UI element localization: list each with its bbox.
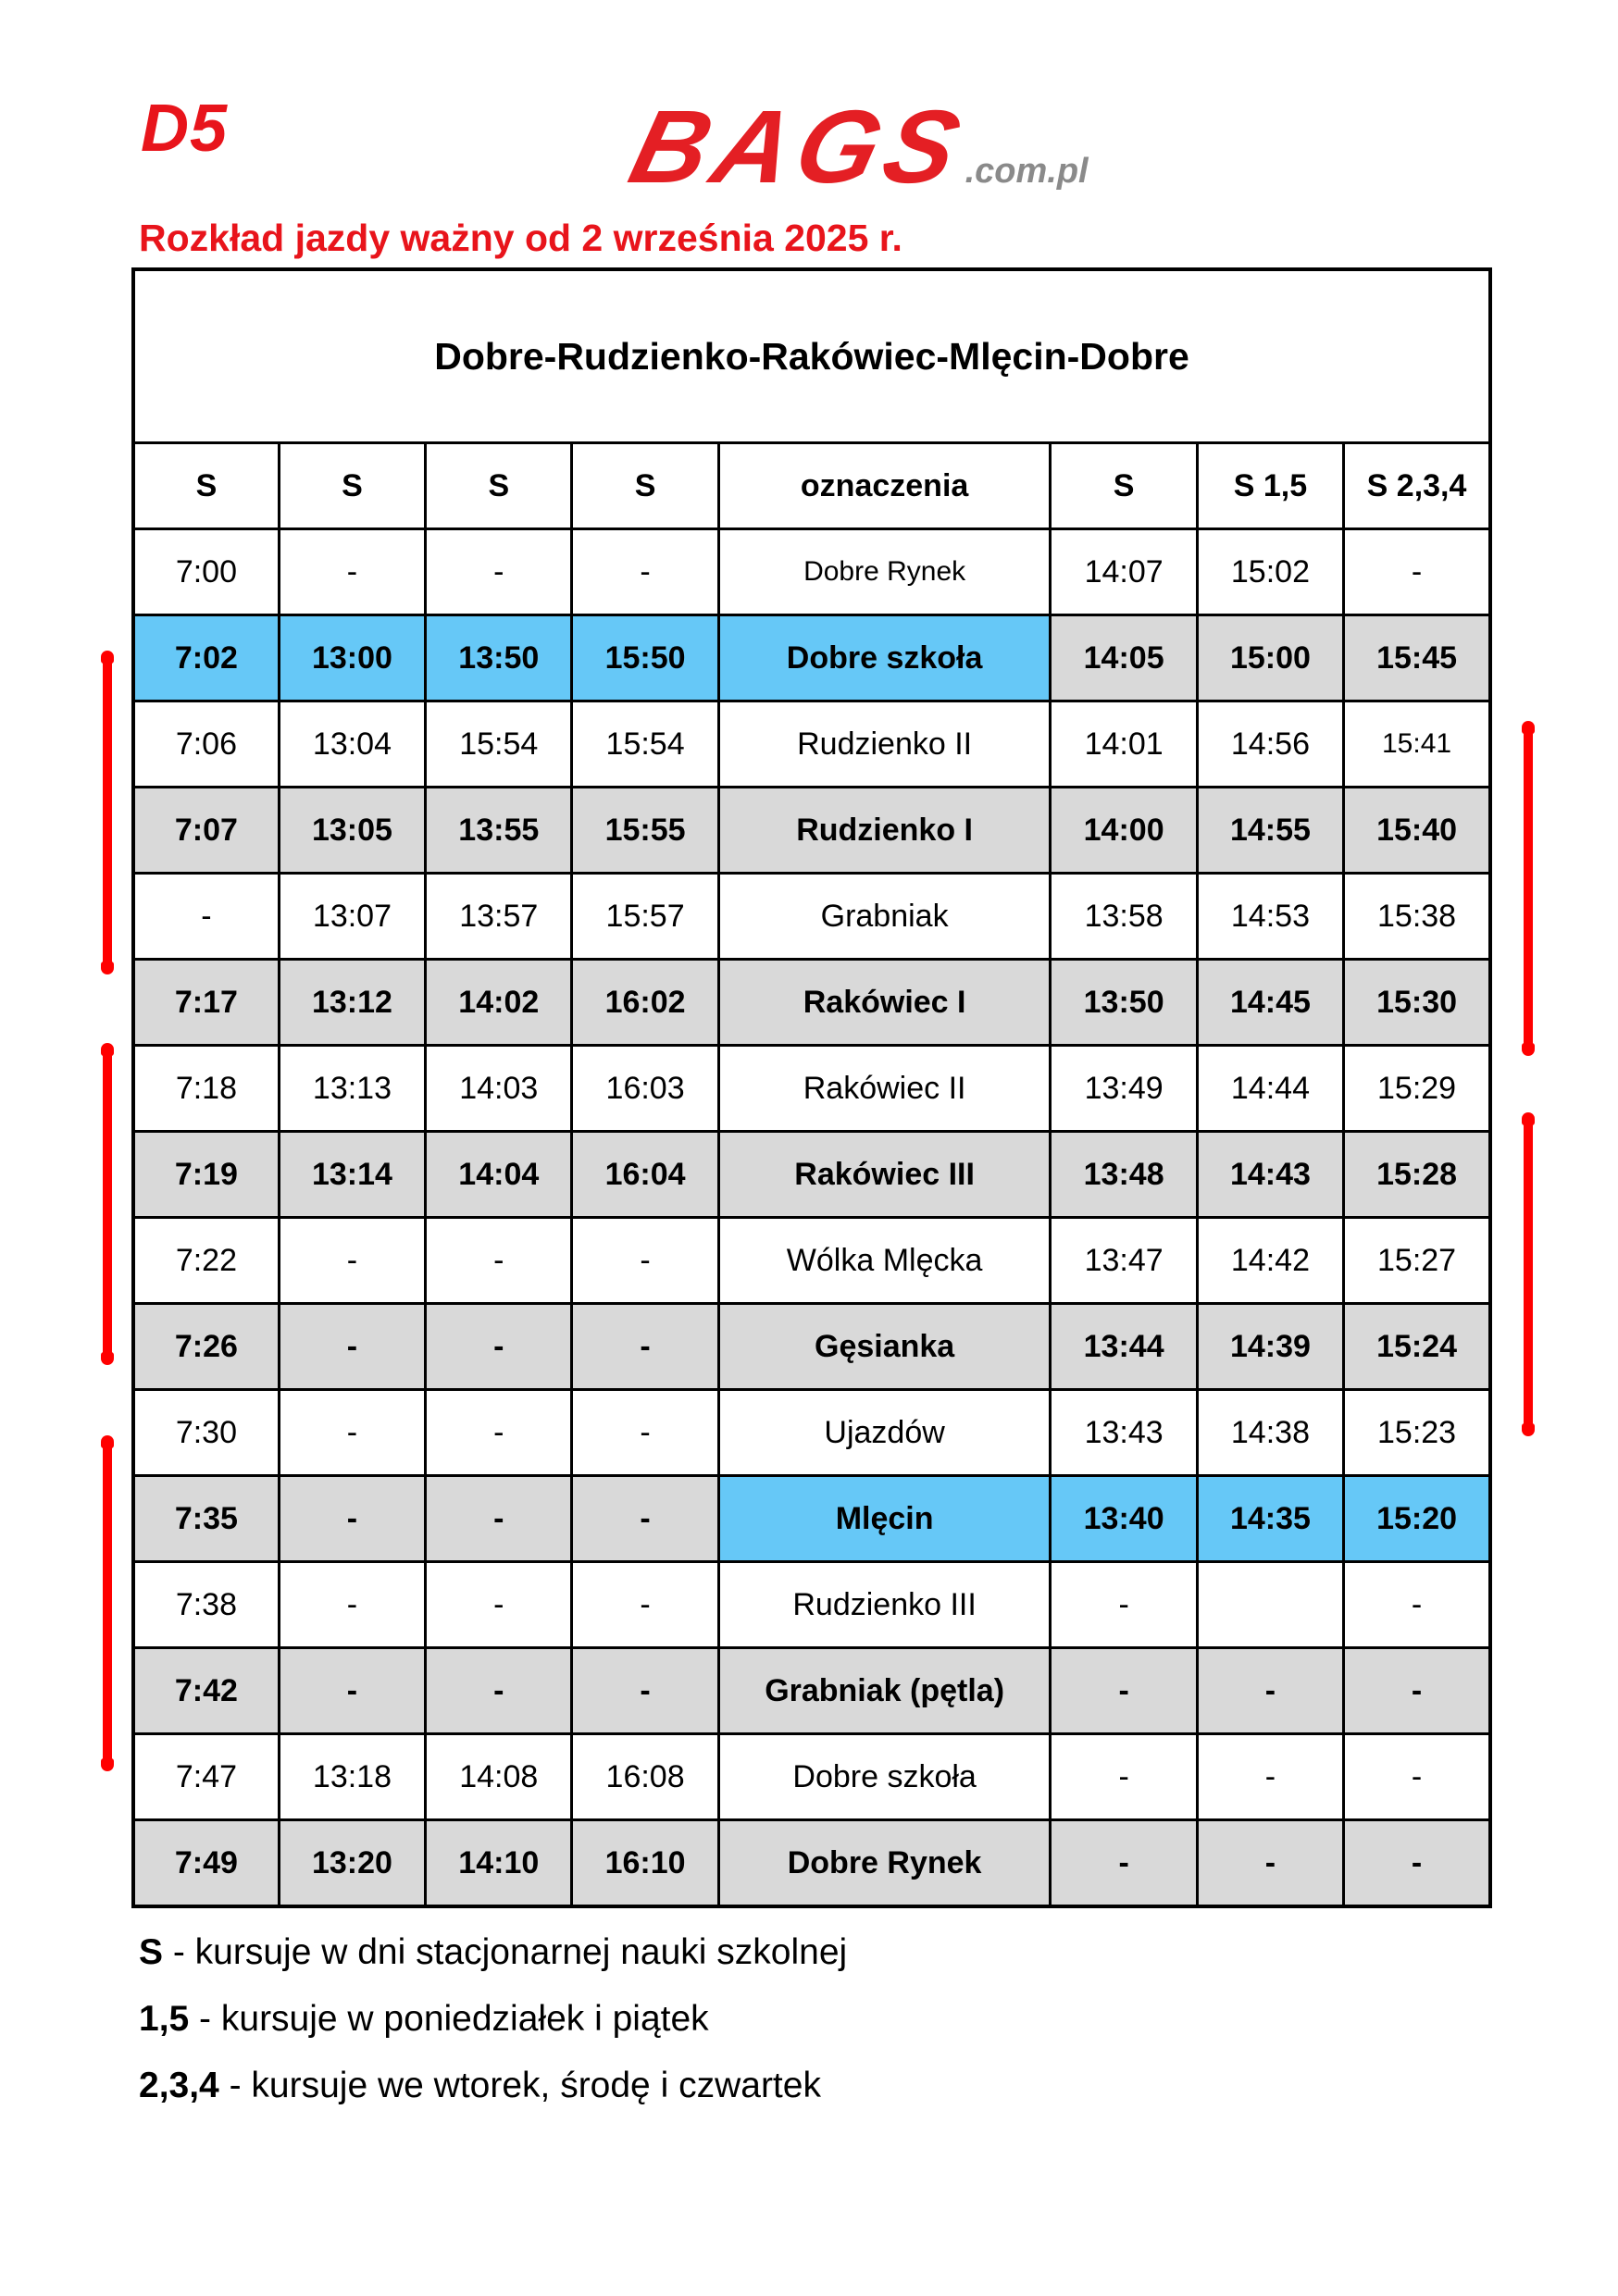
departure-time-cell: -	[279, 1476, 425, 1562]
table-row	[133, 1648, 1490, 1734]
departure-time-cell: 16:04	[572, 1132, 718, 1218]
departure-time-cell: -	[426, 1304, 572, 1390]
departure-time-cell: 14:38	[1197, 1390, 1343, 1476]
departure-time-cell: 13:58	[1051, 874, 1197, 960]
departure-time-cell: -	[1051, 1648, 1197, 1734]
departure-time-cell: 7:00	[133, 529, 279, 615]
departure-time-cell: -	[572, 1218, 718, 1304]
timetable	[131, 267, 1492, 1908]
table-row	[133, 788, 1490, 874]
stop-name-cell: Dobre szkoła	[718, 1734, 1051, 1820]
departure-time-cell: 16:10	[572, 1820, 718, 1907]
departure-time-cell: -	[1051, 1562, 1197, 1648]
column-header: S 1,5	[1197, 443, 1343, 529]
departure-time-cell: 14:05	[1051, 615, 1197, 701]
table-row	[133, 701, 1490, 788]
departure-time-cell: 7:17	[133, 960, 279, 1046]
departure-time-cell: 7:26	[133, 1304, 279, 1390]
stop-name-cell: Gęsianka	[718, 1304, 1051, 1390]
departure-time-cell: 13:43	[1051, 1390, 1197, 1476]
departure-time-cell: -	[1197, 1648, 1343, 1734]
departure-time-cell: 15:23	[1344, 1390, 1490, 1476]
table-row	[133, 615, 1490, 701]
table-row	[133, 874, 1490, 960]
departure-time-cell: 15:54	[426, 701, 572, 788]
departure-time-cell: 7:22	[133, 1218, 279, 1304]
departure-time-cell: 15:45	[1344, 615, 1490, 701]
departure-time-cell: -	[279, 1390, 425, 1476]
departure-time-cell: 7:19	[133, 1132, 279, 1218]
stop-name-cell: Wólka Mlęcka	[718, 1218, 1051, 1304]
legend-key: S	[139, 1932, 164, 1972]
departure-time-cell: 14:53	[1197, 874, 1343, 960]
departure-time-cell: 14:55	[1197, 788, 1343, 874]
departure-time-cell: -	[1197, 1734, 1343, 1820]
stop-name-cell: Rudzienko I	[718, 788, 1051, 874]
departure-time-cell: -	[1344, 1562, 1490, 1648]
legend-item	[139, 1932, 847, 1973]
column-header: oznaczenia	[718, 443, 1051, 529]
legend-key: 2,3,4	[139, 2066, 219, 2105]
departure-time-cell: 15:38	[1344, 874, 1490, 960]
departure-time-cell: 13:50	[1051, 960, 1197, 1046]
departure-time-cell: 14:03	[426, 1046, 572, 1132]
departure-time-cell: -	[572, 1390, 718, 1476]
segment-marker	[103, 654, 112, 971]
stop-name-cell: Rudzienko III	[718, 1562, 1051, 1648]
departure-time-cell: 13:07	[279, 874, 425, 960]
departure-time-cell: 13:05	[279, 788, 425, 874]
route-title: Dobre-Rudzienko-Rakówiec-Mlęcin-Dobre	[133, 269, 1490, 443]
departure-time-cell: 13:47	[1051, 1218, 1197, 1304]
departure-time-cell: 7:47	[133, 1734, 279, 1820]
table-row	[133, 1476, 1490, 1562]
departure-time-cell: 16:03	[572, 1046, 718, 1132]
bags-logo	[619, 89, 1089, 205]
departure-time-cell: 14:00	[1051, 788, 1197, 874]
departure-time-cell: 14:56	[1197, 701, 1343, 788]
stop-name-cell: Rudzienko II	[718, 701, 1051, 788]
departure-time-cell: 13:00	[279, 615, 425, 701]
departure-time-cell: -	[279, 1562, 425, 1648]
column-header-row	[133, 443, 1490, 529]
departure-time-cell: -	[572, 1648, 718, 1734]
departure-time-cell: 15:20	[1344, 1476, 1490, 1562]
departure-time-cell: 7:18	[133, 1046, 279, 1132]
departure-time-cell: 15:24	[1344, 1304, 1490, 1390]
departure-time-cell: -	[1344, 529, 1490, 615]
departure-time-cell: 7:38	[133, 1562, 279, 1648]
stop-name-cell: Grabniak	[718, 874, 1051, 960]
table-row	[133, 1562, 1490, 1648]
departure-time-cell: 14:44	[1197, 1046, 1343, 1132]
departure-time-cell: 15:29	[1344, 1046, 1490, 1132]
departure-time-cell	[1197, 1562, 1343, 1648]
departure-time-cell: 7:06	[133, 701, 279, 788]
departure-time-cell: 14:02	[426, 960, 572, 1046]
stop-name-cell: Grabniak (pętla)	[718, 1648, 1051, 1734]
table-row	[133, 1046, 1490, 1132]
departure-time-cell: 16:02	[572, 960, 718, 1046]
departure-time-cell: 14:35	[1197, 1476, 1343, 1562]
departure-time-cell: 14:39	[1197, 1304, 1343, 1390]
departure-time-cell: 13:13	[279, 1046, 425, 1132]
departure-time-cell: 13:04	[279, 701, 425, 788]
departure-time-cell: 7:30	[133, 1390, 279, 1476]
departure-time-cell: -	[1344, 1820, 1490, 1907]
departure-time-cell: 13:55	[426, 788, 572, 874]
departure-time-cell: 13:57	[426, 874, 572, 960]
departure-time-cell: 7:35	[133, 1476, 279, 1562]
column-header: S	[1051, 443, 1197, 529]
segment-marker	[103, 1047, 112, 1361]
departure-time-cell: -	[426, 1476, 572, 1562]
stop-name-cell: Rakówiec II	[718, 1046, 1051, 1132]
departure-time-cell: 14:42	[1197, 1218, 1343, 1304]
column-header: S	[279, 443, 425, 529]
departure-time-cell: 13:12	[279, 960, 425, 1046]
column-header: S	[133, 443, 279, 529]
departure-time-cell: 13:18	[279, 1734, 425, 1820]
table-row	[133, 1390, 1490, 1476]
table-row	[133, 1734, 1490, 1820]
logo-domain-text: .com.pl	[965, 152, 1089, 191]
legend-text: - kursuje w dni stacjonarnej nauki szkolnej	[163, 1932, 848, 1972]
legend-text: - kursuje we wtorek, środę i czwartek	[218, 2066, 821, 2105]
departure-time-cell: 15:54	[572, 701, 718, 788]
legend-key: 1,5	[139, 1999, 190, 2039]
departure-time-cell: 14:43	[1197, 1132, 1343, 1218]
departure-time-cell: 14:01	[1051, 701, 1197, 788]
stop-name-cell: Mlęcin	[718, 1476, 1051, 1562]
departure-time-cell: -	[426, 1648, 572, 1734]
departure-time-cell: -	[1197, 1820, 1343, 1907]
stop-name-cell: Dobre Rynek	[718, 1820, 1051, 1907]
departure-time-cell: -	[572, 1476, 718, 1562]
departure-time-cell: 13:44	[1051, 1304, 1197, 1390]
departure-time-cell: -	[426, 1390, 572, 1476]
stop-name-cell: Dobre szkoła	[718, 615, 1051, 701]
departure-time-cell: 7:02	[133, 615, 279, 701]
departure-time-cell: 13:14	[279, 1132, 425, 1218]
departure-time-cell: 15:30	[1344, 960, 1490, 1046]
legend-item	[139, 1999, 709, 2040]
departure-time-cell: 15:02	[1197, 529, 1343, 615]
departure-time-cell: -	[1051, 1820, 1197, 1907]
departure-time-cell: -	[426, 1218, 572, 1304]
departure-time-cell: 15:28	[1344, 1132, 1490, 1218]
departure-time-cell: 13:48	[1051, 1132, 1197, 1218]
departure-time-cell: 14:45	[1197, 960, 1343, 1046]
departure-time-cell: -	[572, 529, 718, 615]
stop-name-cell: Rakówiec I	[718, 960, 1051, 1046]
route-code: D5	[141, 92, 229, 166]
segment-marker	[103, 1439, 112, 1768]
departure-time-cell: 15:00	[1197, 615, 1343, 701]
valid-from-heading: Rozkład jazdy ważny od 2 września 2025 r.	[139, 217, 902, 259]
departure-time-cell: -	[572, 1562, 718, 1648]
table-row	[133, 529, 1490, 615]
stop-name-cell: Ujazdów	[718, 1390, 1051, 1476]
segment-marker	[1524, 725, 1533, 1052]
segment-marker	[1524, 1116, 1533, 1433]
column-header: S	[426, 443, 572, 529]
table-row	[133, 1820, 1490, 1907]
departure-time-cell: 15:40	[1344, 788, 1490, 874]
table-row	[133, 1132, 1490, 1218]
table-row	[133, 1304, 1490, 1390]
departure-time-cell: 13:49	[1051, 1046, 1197, 1132]
departure-time-cell: 15:41	[1344, 701, 1490, 788]
departure-time-cell: -	[279, 1304, 425, 1390]
departure-time-cell: 13:20	[279, 1820, 425, 1907]
stop-name-cell: Rakówiec III	[718, 1132, 1051, 1218]
departure-time-cell: 13:50	[426, 615, 572, 701]
departure-time-cell: -	[426, 529, 572, 615]
stop-rows	[133, 529, 1490, 1907]
column-header: S	[572, 443, 718, 529]
departure-time-cell: 7:07	[133, 788, 279, 874]
table-row	[133, 1218, 1490, 1304]
departure-time-cell: 14:04	[426, 1132, 572, 1218]
departure-time-cell: -	[1344, 1734, 1490, 1820]
departure-time-cell: 15:57	[572, 874, 718, 960]
departure-time-cell: -	[279, 529, 425, 615]
departure-time-cell: 14:08	[426, 1734, 572, 1820]
departure-time-cell: -	[1051, 1734, 1197, 1820]
column-header: S 2,3,4	[1344, 443, 1490, 529]
departure-time-cell: 15:27	[1344, 1218, 1490, 1304]
departure-time-cell: 14:07	[1051, 529, 1197, 615]
departure-time-cell: -	[1344, 1648, 1490, 1734]
departure-time-cell: 7:49	[133, 1820, 279, 1907]
departure-time-cell: 15:55	[572, 788, 718, 874]
departure-time-cell: 15:50	[572, 615, 718, 701]
legend-text: - kursuje w poniedziałek i piątek	[189, 1999, 709, 2039]
departure-time-cell: -	[572, 1304, 718, 1390]
departure-time-cell: -	[133, 874, 279, 960]
departure-time-cell: 14:10	[426, 1820, 572, 1907]
legend-item	[139, 2066, 821, 2106]
departure-time-cell: -	[279, 1218, 425, 1304]
departure-time-cell: -	[279, 1648, 425, 1734]
departure-time-cell: 13:40	[1051, 1476, 1197, 1562]
logo-main-text: BAGS	[619, 89, 978, 205]
departure-time-cell: -	[426, 1562, 572, 1648]
table-row	[133, 960, 1490, 1046]
stop-name-cell: Dobre Rynek	[718, 529, 1051, 615]
departure-time-cell: 16:08	[572, 1734, 718, 1820]
departure-time-cell: 7:42	[133, 1648, 279, 1734]
